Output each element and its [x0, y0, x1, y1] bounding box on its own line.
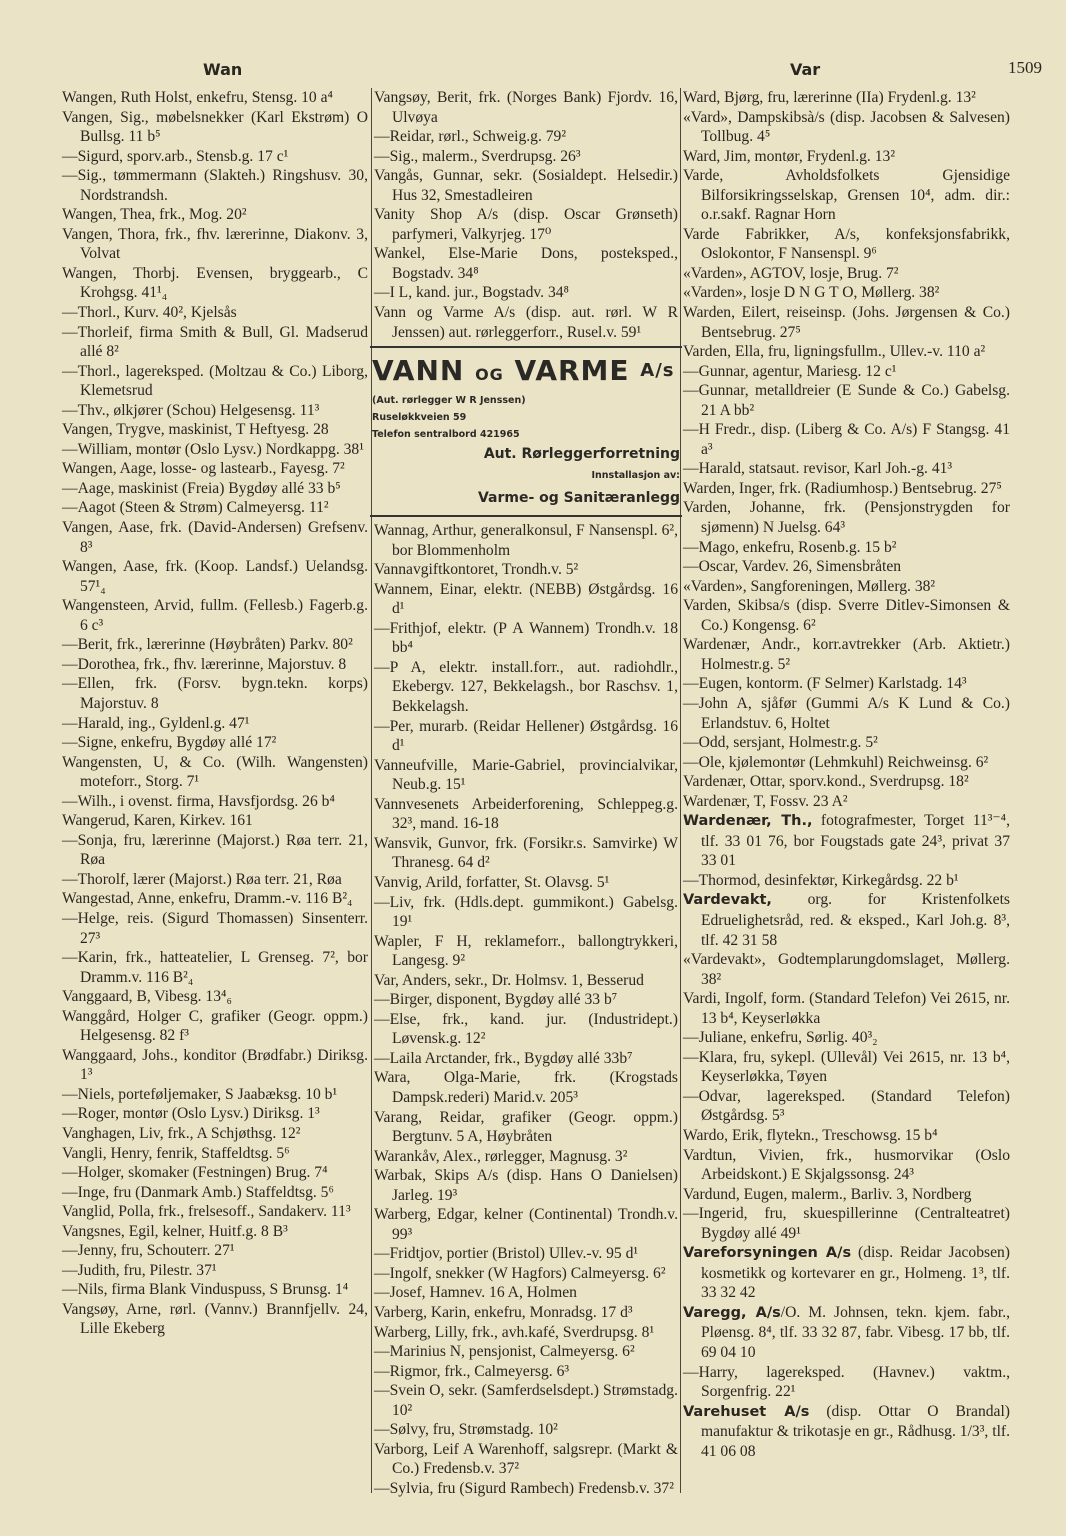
entry-text: —Juliane, enkefru, Sørlig. 40³₂ — [683, 1029, 878, 1047]
directory-entry — [62, 362, 368, 401]
directory-entry — [62, 1124, 368, 1144]
entry-text: Wannem, Einar, elektr. (NEBB) Østgårdsg. 16 d¹ — [374, 580, 678, 618]
entry-text: Varborg, Leif A Warenhoff, salgsrepr. (Markt & Co.) Fredensb.v. 37² — [374, 1440, 678, 1478]
entry-text: Warden, Inger, frk. (Radiumhosp.) Bentsebrug. 27⁵ — [683, 479, 1002, 497]
directory-entry — [62, 870, 368, 890]
entry-text: Wangen, Ruth Holst, enkefru, Stensg. 10 a⁴ — [62, 89, 333, 106]
entry-text: —Wilh., i ovenst. firma, Havsfjordsg. 26 b⁴ — [62, 792, 335, 810]
entry-text: Warden, Eilert, reiseinsp. (Johs. Jørgensen & Co.) Bentsebrug. 27⁵ — [683, 304, 1010, 341]
directory-entry — [374, 717, 678, 756]
entry-text: /O. M. Johnsen, tekn. kjem. fabr., Pløensg. 8⁴, tlf. 33 32 87, fabr. Vibesg. 17 bb, tlf. 69 04 10 — [700, 1303, 1010, 1361]
directory-entry — [374, 1010, 678, 1049]
directory-entry — [374, 658, 678, 717]
ad-business: Aut. Rørleggerforretning — [483, 446, 680, 463]
entry-text: Wardenær, T, Fossv. 23 A² — [683, 792, 848, 810]
entry-text: —Dorothea, frk., fhv. lærerinne, Majorstuv. 8 — [62, 655, 347, 673]
ad-title-varme: VARME — [514, 354, 630, 388]
directory-entry — [683, 635, 1010, 674]
directory-entry — [683, 147, 1010, 167]
directory-entry — [683, 538, 1010, 558]
directory-entry — [683, 753, 1010, 773]
entry-text: Vangås, Gunnar, sekr. (Sosialdept. Helsedir.) Hus 32, Smestadleiren — [374, 167, 678, 204]
entry-text: —H Fredr., disp. (Liberg & Co. A/s) F Stangsg. 41 a³ — [683, 421, 1010, 458]
ad-title-vann: VANN — [372, 354, 465, 388]
directory-entry — [683, 283, 1010, 303]
ad-title-og: OG — [475, 365, 504, 385]
entry-text: —P A, elektr. install.forr., aut. radiohdlr., Ekebergv. 127, Bekkelagsh., bor Raschsv. 1, Bekkelagsh. — [374, 658, 678, 716]
directory-entry — [62, 596, 368, 635]
entry-text: —Josef, Hamnev. 16 A, Holmen — [374, 1284, 577, 1302]
directory-entry — [374, 1068, 678, 1107]
entry-text: «Vardevakt», Godtemplarungdomslaget, Møllerg. 38² — [683, 951, 1010, 988]
directory-entry — [374, 873, 678, 893]
directory-entry — [683, 303, 1010, 342]
directory-entry — [62, 889, 368, 909]
directory-entry — [62, 909, 368, 948]
ad-phone: Telefon sentralbord 421965 — [372, 429, 520, 441]
entry-text: Varden, Ella, fru, ligningsfullm., Ullev.-v. 110 a² — [683, 343, 986, 361]
entry-text: Vannavgiftkontoret, Trondh.v. 5² — [374, 561, 579, 579]
entry-text: —Fridtjov, portier (Bristol) Ullev.-v. 95 d¹ — [374, 1245, 639, 1263]
column-1 — [62, 88, 368, 1339]
directory-entry — [374, 1479, 678, 1499]
column-divider — [680, 88, 681, 1493]
entry-name-bold: Varehuset A/s — [683, 1403, 810, 1420]
page-number: 1509 — [1008, 58, 1042, 77]
entry-text: Wanggaard, Johs., konditor (Brødfabr.) Diriksg. 1³ — [62, 1046, 368, 1084]
directory-entry — [374, 971, 678, 991]
directory-entry — [62, 166, 368, 205]
entry-name-bold: Varegg, A/s — [683, 1304, 781, 1321]
directory-entry — [62, 479, 368, 499]
entry-text: —Sylvia, fru (Sigurd Rambech) Fredensb.v. 37² — [374, 1479, 674, 1497]
entry-text: Vangen, Trygve, maskinist, T Heftyesg. 28 — [62, 421, 329, 439]
directory-entry — [62, 1046, 368, 1085]
directory-entry — [374, 990, 678, 1010]
directory-entry — [683, 498, 1010, 537]
directory-entry — [683, 108, 1010, 147]
directory-entry — [374, 127, 678, 147]
directory-entry — [683, 950, 1010, 989]
entry-text: Wangen, Thorbj. Evensen, bryggearb., C Krohgsg. 41¹₄ — [62, 264, 368, 302]
entry-text: —Gunnar, metalldreier (E Sunde & Co.) Gabelsg. 21 A bb² — [683, 382, 1010, 419]
entry-text: —Odvar, lagereksped. (Standard Telefon) Østgårdsg. 5³ — [683, 1087, 1010, 1125]
ad-services: Varme- og Sanitæranlegg — [477, 490, 680, 507]
directory-entry — [374, 1205, 678, 1244]
directory-entry — [683, 1204, 1010, 1243]
directory-entry — [62, 303, 368, 323]
directory-entry — [62, 557, 368, 596]
directory-entry — [374, 619, 678, 658]
entry-text: —Ingolf, snekker (W Hagfors) Calmeyersg. 6² — [374, 1264, 666, 1282]
entry-text: Wara, Olga-Marie, frk. (Krogstads Dampsk.rederi) Marid.v. 205³ — [374, 1069, 678, 1106]
directory-entry — [62, 987, 368, 1007]
entry-text: Vangli, Henry, fenrik, Staffeldtsg. 5⁶ — [62, 1144, 290, 1162]
entry-text: —Harald, ing., Gyldenl.g. 47¹ — [62, 714, 250, 732]
directory-entry — [683, 557, 1010, 577]
directory-entry — [683, 166, 1010, 225]
directory-entry — [374, 1166, 678, 1205]
entry-text: —Jenny, fru, Schouterr. 27¹ — [62, 1242, 235, 1260]
entry-text: Vanghagen, Liv, frk., A Schjøthsg. 12² — [62, 1124, 301, 1142]
directory-entry — [683, 1402, 1010, 1462]
entry-text: —Harald, statsaut. revisor, Karl Joh.-g. 41³ — [683, 460, 953, 478]
entry-text: —Reidar, rørl., Schweig.g. 79² — [374, 128, 567, 146]
directory-entry — [683, 1146, 1010, 1185]
entry-text: —Ellen, frk. (Forsv. bygn.tekn. korps) Majorstuv. 8 — [62, 675, 368, 712]
entry-text: —Sølvy, fru, Strømstadg. 10² — [374, 1421, 558, 1439]
entry-text: «Vard», Dampskibsà/s (disp. Jacobsen & Salvesen) Tollbug. 4⁵ — [683, 108, 1010, 146]
entry-text: —Else, frk., kand. jur. (Industridept.) Løvensk.g. 12² — [374, 1010, 678, 1048]
directory-entry — [683, 674, 1010, 694]
directory-entry — [374, 1147, 678, 1167]
directory-entry — [62, 1280, 368, 1300]
directory-entry — [62, 108, 368, 147]
entry-text: Var, Anders, sekr., Dr. Holmsv. 1, Besserud — [374, 971, 644, 989]
entry-text: Vann og Varme A/s (disp. aut. rørl. W R Jenssen) aut. rørleggerforr., Rusel.v. 59¹ — [374, 304, 678, 341]
entry-text: —Ingerid, fru, skuespillerinne (Centralteatret) Bygdøy allé 49¹ — [683, 1205, 1010, 1242]
entry-text: —Oscar, Vardev. 26, Simensbråten — [683, 558, 902, 576]
directory-entry — [62, 674, 368, 713]
entry-text: —Birger, disponent, Bygdøy allé 33 b⁷ — [374, 991, 618, 1009]
directory-entry — [374, 166, 678, 205]
directory-entry — [62, 635, 368, 655]
entry-text: —Thorleif, firma Smith & Bull, Gl. Madserud allé 8² — [62, 323, 368, 361]
entry-text: Vardi, Ingolf, form. (Standard Telefon) Vei 2615, nr. 13 b⁴, Keyserløkka — [683, 990, 1010, 1027]
directory-entry — [62, 1104, 368, 1124]
entry-text: —Ole, kjølemontør (Lehmkuhl) Reichweinsg. 6² — [683, 753, 989, 771]
directory-entry — [683, 225, 1010, 264]
entry-text: Wardenær, Andr., korr.avtrekker (Arb. Aktietr.) Holmestr.g. 5² — [683, 636, 1010, 673]
directory-entry — [62, 733, 368, 753]
entry-text: —Thorl., lagereksped. (Moltzau & Co.) Liborg, Klemetsrud — [62, 362, 368, 400]
directory-entry — [683, 342, 1010, 362]
entry-text: —Odd, sersjant, Holmestr.g. 5² — [683, 734, 878, 752]
directory-entry — [62, 1085, 368, 1105]
entry-text: Ward, Bjørg, fru, lærerinne (IIa) Frydenl.g. 13² — [683, 89, 976, 106]
directory-entry — [683, 459, 1010, 479]
entry-text: —Klara, fru, sykepl. (Ullevål) Vei 2615, nr. 13 b⁴, Keyserløkka, Tøyen — [683, 1048, 1010, 1086]
entry-text: —Thorl., Kurv. 40², Kjelsås — [62, 304, 237, 322]
directory-entry — [62, 1007, 368, 1046]
entry-text: —Laila Arctander, frk., Bygdøy allé 33b⁷ — [374, 1049, 633, 1067]
directory-entry — [62, 323, 368, 362]
directory-entry — [374, 244, 678, 283]
entry-text: Warberg, Edgar, kelner (Continental) Trondh.v. 99³ — [374, 1206, 678, 1243]
entry-text: Vardtun, Vivien, frk., husmorvikar (Oslo Arbeidskont.) E Skjalgssonsg. 24³ — [683, 1146, 1010, 1184]
directory-entry — [374, 795, 678, 834]
entry-text: Wangensteen, Arvid, fullm. (Fellesb.) Fagerb.g. 6 c³ — [62, 597, 368, 634]
directory-entry — [374, 521, 678, 560]
directory-entry — [374, 756, 678, 795]
directory-entry — [683, 989, 1010, 1028]
header-right-guideword: Var — [790, 60, 821, 79]
entry-text: —Gunnar, agentur, Mariesg. 12 c¹ — [683, 362, 897, 380]
directory-entry — [683, 890, 1010, 950]
entry-text: «Varden», losje D N G T O, Møllerg. 38² — [683, 284, 940, 302]
directory-entry — [374, 1381, 678, 1420]
directory-entry — [62, 1241, 368, 1261]
entry-text: —Eugen, kontorm. (F Selmer) Karlstadg. 14³ — [683, 675, 967, 693]
directory-entry — [62, 498, 368, 518]
directory-entry — [62, 1222, 368, 1242]
directory-entry — [374, 834, 678, 873]
directory-entry — [374, 88, 678, 127]
directory-entry — [62, 1183, 368, 1203]
directory-entry — [62, 714, 368, 734]
entry-name-bold: Vardevakt, — [683, 892, 772, 909]
directory-entry — [374, 1420, 678, 1440]
entry-text: Ward, Jim, montør, Frydenl.g. 13² — [683, 147, 895, 165]
entry-text: —Berit, frk., lærerinne (Høybråten) Parkv. 80² — [62, 636, 353, 654]
entry-text: Vanneufville, Marie-Gabriel, provincialvikar, Neub.g. 15¹ — [374, 756, 678, 794]
entry-text: —Harry, lagereksped. (Havnev.) vaktm., Sorgenfrig. 22¹ — [683, 1363, 1010, 1401]
directory-entry — [62, 225, 368, 264]
directory-entry — [374, 1440, 678, 1479]
entry-text: —Aagot (Steen & Strøm) Calmeyersg. 11² — [62, 499, 329, 517]
entry-text: —Aage, maskinist (Freia) Bygdøy allé 33 b⁵ — [62, 479, 341, 497]
entry-text: —I L, kand. jur., Bogstadv. 34⁸ — [374, 284, 569, 302]
directory-entry — [683, 811, 1010, 871]
ad-title — [372, 354, 680, 392]
entry-text: —Roger, montør (Oslo Lysv.) Diriksg. 1³ — [62, 1105, 320, 1123]
entry-text: Warberg, Lilly, frk., avh.kafé, Sverdrupsg. 8¹ — [374, 1323, 655, 1341]
entry-text: Warbak, Skips A/s (disp. Hans O Danielsen) Jarleg. 19³ — [374, 1167, 678, 1204]
directory-entry — [683, 596, 1010, 635]
entry-text: Wangen, Aase, frk. (Koop. Landsf.) Uelandsg. 57¹₄ — [62, 558, 368, 595]
directory-entry — [62, 459, 368, 479]
directory-entry — [374, 147, 678, 167]
directory-entry — [374, 893, 678, 932]
entry-text: —Thv., ølkjører (Schou) Helgesensg. 11³ — [62, 401, 320, 419]
entry-text: (disp. Ottar O Brandal) manufaktur & trikotasje en gr., Rådhusg. 1/3³, tlf. 41 06 08 — [700, 1402, 1011, 1460]
entry-text: —Sig., tømmermann (Slakteh.) Ringshusv. 30, Nordstrandsh. — [62, 167, 368, 204]
entry-text: —John A, sjåfør (Gummi A/s K Lund & Co.) Erlandstuv. 6, Holtet — [683, 694, 1010, 732]
entry-text: —William, montør (Oslo Lysv.) Nordkappg. 38¹ — [62, 440, 364, 458]
entry-text: Wangensten, U, & Co. (Wilh. Wangensten) moteforr., Storg. 7¹ — [62, 753, 368, 791]
directory-entry — [62, 1163, 368, 1183]
directory-entry — [62, 753, 368, 792]
entry-text: Vangsøy, Arne, rørl. (Vannv.) Brannfjellv. 24, Lille Ekeberg — [62, 1300, 368, 1338]
directory-entry — [374, 1264, 678, 1284]
entry-text: Varden, Skibsa/s (disp. Sverre Ditlev-Simonsen & Co.) Kongensg. 6² — [683, 597, 1010, 634]
directory-entry — [374, 932, 678, 971]
directory-entry — [683, 1028, 1010, 1048]
directory-entry — [683, 1087, 1010, 1126]
directory-entry — [374, 205, 678, 244]
directory-entry — [683, 479, 1010, 499]
entry-text: —Frithjof, elektr. (P A Wannem) Trondh.v. 18 bb⁴ — [374, 619, 678, 657]
ad-address: Ruseløkkveien 59 — [372, 412, 467, 424]
entry-text: (disp. Reidar Jacobsen) kosmetikk og kortevarer en gr., Holmeng. 1³, tlf. 33 32 42 — [700, 1244, 1010, 1302]
header-left-guideword: Wan — [203, 60, 243, 79]
entry-text: Vangen, Aase, frk. (David-Andersen) Grefsenv. 8³ — [62, 519, 368, 556]
ad-title-as: A/s — [640, 360, 675, 382]
entry-text: —Marinius N, pensjonist, Calmeyersg. 6² — [374, 1343, 635, 1361]
entry-name-bold: Vareforsyningen A/s — [683, 1245, 852, 1262]
entry-text: —Holger, skomaker (Festningen) Brug. 7⁴ — [62, 1164, 328, 1182]
directory-entry — [683, 577, 1010, 597]
entry-text: «Varden», Sangforeningen, Møllerg. 38² — [683, 577, 936, 595]
entry-text: Varde, Avholdsfolkets Gjensidige Bilforsikringsselskap, Grensen 10⁴, adm. dir.: o.r.sakf. Ragnar Horn — [683, 167, 1010, 224]
directory-entry — [683, 1048, 1010, 1087]
entry-text: Vanglid, Polla, frk., frelsesoff., Sandakerv. 11³ — [62, 1203, 351, 1221]
directory-entry — [62, 205, 368, 225]
directory-entry — [374, 580, 678, 619]
entry-text: —Mago, enkefru, Rosenb.g. 15 b² — [683, 538, 897, 556]
entry-text: —Rigmor, frk., Calmeyersg. 6³ — [374, 1362, 570, 1380]
directory-entry — [62, 401, 368, 421]
entry-text: —Signe, enkefru, Bygdøy allé 17² — [62, 734, 277, 752]
entry-text: —Karin, frk., hatteatelier, L Grenseg. 7², bor Dramm.v. 116 B²₄ — [62, 949, 368, 986]
directory-entry — [62, 1300, 368, 1339]
directory-entry — [62, 264, 368, 303]
entry-text: Vangen, Thora, frk., fhv. lærerinne, Diakonv. 3, Volvat — [62, 225, 368, 263]
directory-entry — [62, 1261, 368, 1281]
entry-text: Varberg, Karin, enkefru, Monradsg. 17 d³ — [374, 1303, 633, 1321]
entry-text: Vanvig, Arild, forfatter, St. Olavsg. 5¹ — [374, 873, 610, 891]
entry-text: —Liv, frk. (Hdls.dept. gummikont.) Gabelsg. 19¹ — [374, 893, 678, 931]
directory-entry — [683, 420, 1010, 459]
entry-name-bold: Wardenær, Th., — [683, 813, 813, 830]
column-2 — [374, 88, 678, 1498]
entry-text: Wannag, Arthur, generalkonsul, F Nansenspl. 6², bor Blommenholm — [374, 522, 678, 559]
directory-entry — [683, 1243, 1010, 1303]
directory-entry — [683, 1363, 1010, 1402]
directory-entry — [683, 733, 1010, 753]
entry-text: —Per, murarb. (Reidar Hellener) Østgårdsg. 16 d¹ — [374, 717, 678, 755]
directory-entry — [62, 1144, 368, 1164]
entry-text: Varang, Reidar, grafiker (Geogr. oppm.) Bergtunv. 5 A, Høybråten — [374, 1108, 678, 1146]
directory-entry — [374, 283, 678, 303]
ad-installation-label: Innstallasjon av: — [591, 470, 680, 482]
entry-text: Vangsnes, Egil, kelner, Huitf.g. 8 B³ — [62, 1222, 288, 1240]
entry-text: Wangerud, Karen, Kirkev. 161 — [62, 812, 253, 830]
directory-entry — [683, 1303, 1010, 1363]
directory-entry — [683, 264, 1010, 284]
directory-entry — [374, 1303, 678, 1323]
directory-entry — [62, 811, 368, 831]
directory-entry — [62, 88, 368, 108]
entry-text: —Sigurd, sporv.arb., Stensb.g. 17 c¹ — [62, 147, 289, 165]
entry-text: Vanity Shop A/s (disp. Oscar Grønseth) parfymeri, Valkyrjeg. 17⁰ — [374, 206, 678, 243]
entry-text: «Varden», AGTOV, losje, Brug. 7² — [683, 264, 899, 282]
entry-text: Varden, Johanne, frk. (Pensjonstrygden for sjømenn) N Juelsg. 64³ — [683, 499, 1010, 537]
entry-text: Wardo, Erik, flytekn., Treschowsg. 15 b⁴ — [683, 1126, 938, 1144]
entry-text: Wapler, F H, reklameforr., ballongtrykkeri, Langesg. 9² — [374, 932, 678, 970]
entry-text: —Helge, reis. (Sigurd Thomassen) Sinsenterr. 27³ — [62, 909, 368, 947]
column-divider — [371, 88, 372, 1493]
entry-text: Wankel, Else-Marie Dons, posteksped., Bogstadv. 34⁸ — [374, 245, 678, 282]
entry-text: Vardund, Eugen, malerm., Barliv. 3, Nordberg — [683, 1185, 972, 1203]
entry-text: Varde Fabrikker, A/s, konfeksjonsfabrikk, Oslokontor, F Nansenspl. 9⁶ — [683, 225, 1010, 263]
directory-entry — [683, 1126, 1010, 1146]
entry-text: Warankåv, Alex., rørlegger, Magnusg. 3² — [374, 1147, 628, 1165]
entry-text: —Judith, fru, Pilestr. 37¹ — [62, 1261, 217, 1279]
entry-text: Wanggård, Holger C, grafiker (Geogr. oppm.) Helgesensg. 82 f³ — [62, 1007, 368, 1045]
directory-entry — [683, 792, 1010, 812]
directory-entry — [62, 831, 368, 870]
directory-entry — [62, 1202, 368, 1222]
entry-text: —Inge, fru (Danmark Amb.) Staffeldtsg. 5⁶ — [62, 1183, 334, 1201]
entry-text: Wangen, Aage, losse- og lastearb., Fayesg. 7² — [62, 460, 345, 478]
entry-text: —Niels, porteføljemaker, S Jaabæksg. 10 b¹ — [62, 1085, 338, 1103]
entry-text: Vangsøy, Berit, frk. (Norges Bank) Fjordv. 16, Ulvøya — [374, 89, 678, 126]
directory-entry — [374, 1244, 678, 1264]
entry-text: —Nils, firma Blank Vinduspuss, S Brunsg. 1⁴ — [62, 1281, 349, 1299]
entry-text: Wangestad, Anne, enkefru, Dramm.-v. 116 B²₄ — [62, 890, 353, 908]
directory-entry — [683, 871, 1010, 891]
directory-entry — [62, 948, 368, 987]
entry-text: —Thormod, desinfektør, Kirkegårdsg. 22 b¹ — [683, 871, 959, 889]
entry-text: —Sonja, fru, lærerinne (Majorst.) Røa terr. 21, Røa — [62, 831, 368, 869]
entry-text: Vanggaard, B, Vibesg. 13⁴₆ — [62, 988, 232, 1006]
column-3 — [683, 88, 1010, 1461]
entry-text: —Sig., malerm., Sverdrupsg. 26³ — [374, 147, 581, 165]
directory-entry — [374, 1342, 678, 1362]
entry-text: Wangen, Thea, frk., Mog. 20² — [62, 206, 247, 224]
directory-entry — [683, 362, 1010, 382]
directory-entry — [374, 1362, 678, 1382]
directory-entry — [683, 694, 1010, 733]
ad-line: (Aut. rørlegger W R Jenssen) — [372, 395, 526, 407]
directory-entry — [683, 1185, 1010, 1205]
entry-text: org. for Kristenfolkets Edruelighetsråd, red. & eksped., Karl Joh.g. 8³, tlf. 42 31 58 — [700, 891, 1010, 949]
directory-entry — [683, 381, 1010, 420]
directory-entry — [374, 1049, 678, 1069]
directory-entry — [683, 88, 1010, 108]
entry-text: Wansvik, Gunvor, frk. (Forsikr.s. Samvirke) W Thranesg. 64 d² — [374, 834, 678, 872]
directory-entry — [374, 560, 678, 580]
entry-text: —Svein O, sekr. (Samferdselsdept.) Strømstadg. 10² — [374, 1382, 678, 1419]
entry-text: Vardenær, Ottar, sporv.kond., Sverdrupsg. 18² — [683, 773, 969, 791]
directory-entry — [374, 1283, 678, 1303]
entry-text: Vangen, Sig., møbelsnekker (Karl Ekstrøm) O Bullsg. 11 b⁵ — [62, 108, 368, 146]
directory-entry — [374, 1108, 678, 1147]
directory-entry — [62, 792, 368, 812]
directory-entry — [62, 655, 368, 675]
directory-entry — [374, 1323, 678, 1343]
entry-text: —Thorolf, lærer (Majorst.) Røa terr. 21, Røa — [62, 870, 342, 888]
directory-entry — [374, 303, 678, 342]
directory-entry — [62, 518, 368, 557]
entry-text: fotografmester, Torget 11³⁻⁴, tlf. 33 01 76, bor Fougstads gate 24³, privat 37 33 01 — [700, 812, 1010, 870]
directory-entry — [683, 772, 1010, 792]
directory-entry — [62, 440, 368, 460]
directory-entry — [62, 147, 368, 167]
advertisement-vann-og-varme — [370, 346, 682, 517]
entry-text: Vannvesenets Arbeiderforening, Schleppeg.g. 32³, mand. 16-18 — [374, 795, 678, 833]
directory-entry — [62, 420, 368, 440]
